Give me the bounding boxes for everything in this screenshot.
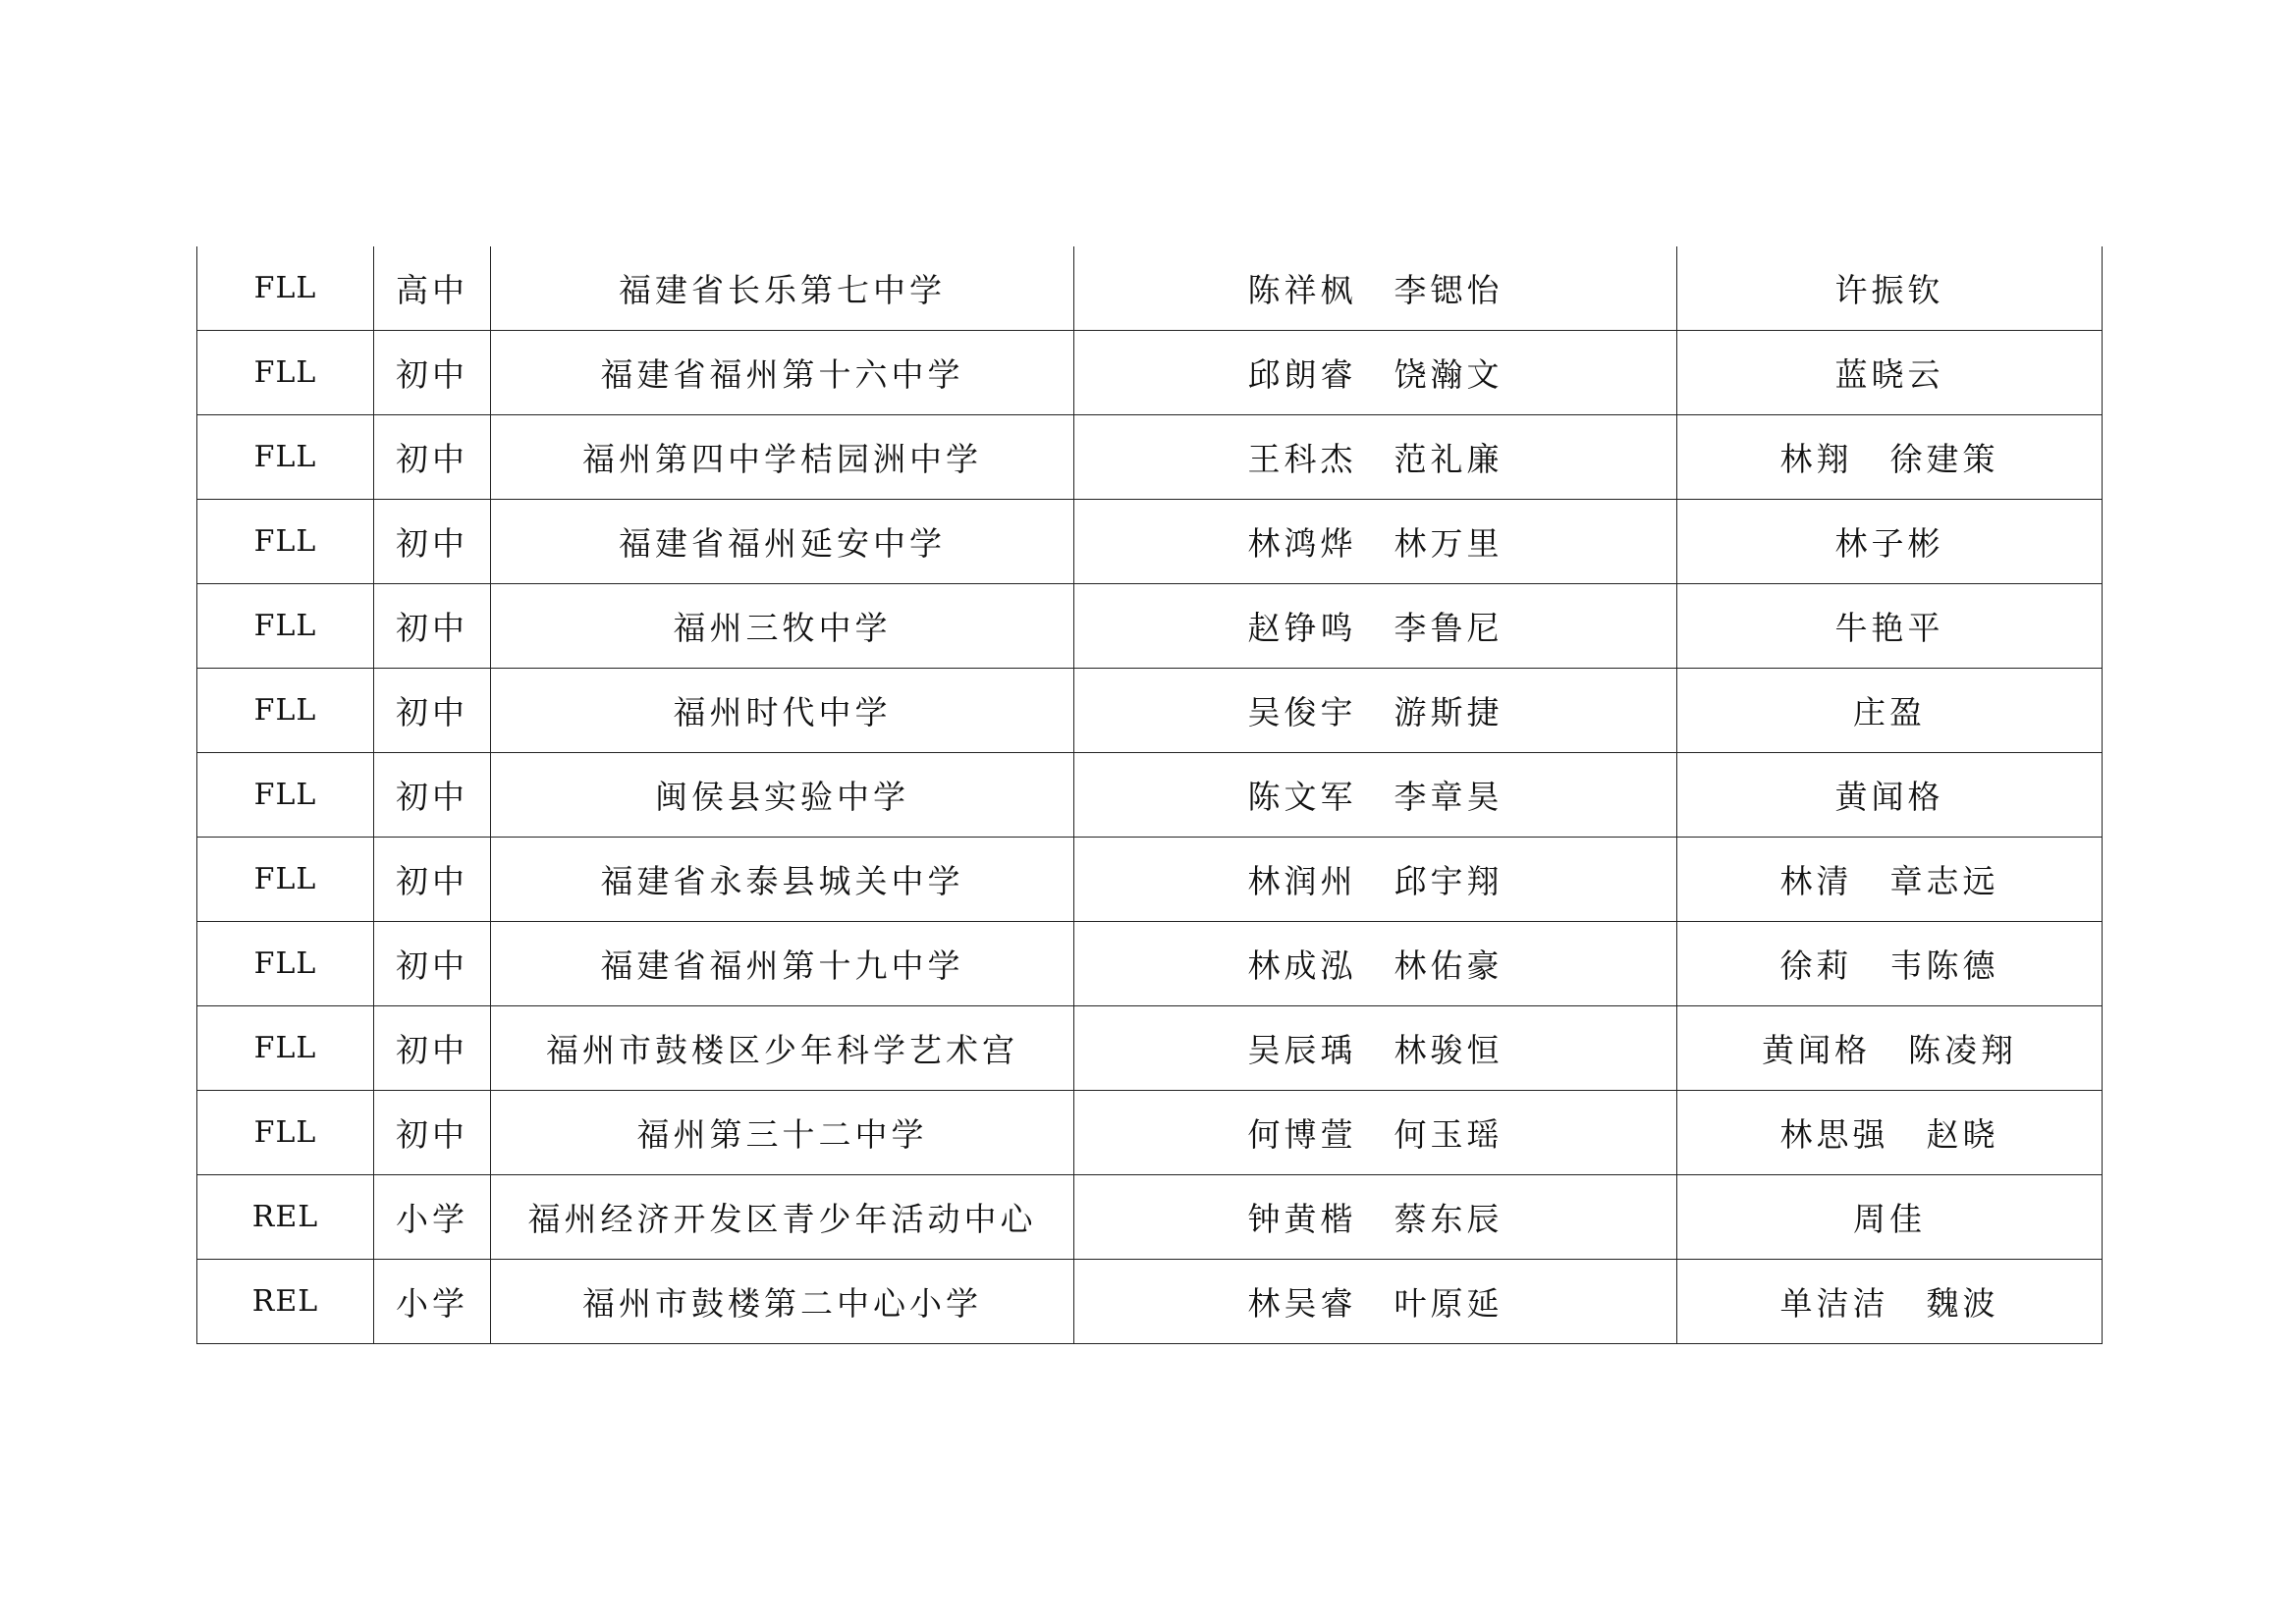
level-cell: 初中 xyxy=(374,584,491,669)
level-cell: 初中 xyxy=(374,753,491,838)
category-cell: FLL xyxy=(197,331,374,415)
table-row xyxy=(197,584,2103,669)
student-name: 林吴睿 xyxy=(1247,1284,1357,1323)
coaches-cell xyxy=(1677,669,2103,753)
students-cell xyxy=(1074,1175,1677,1260)
category-cell: FLL xyxy=(197,415,374,500)
school-cell: 福建省福州第十九中学 xyxy=(491,922,1074,1006)
coach-name: 陈凌翔 xyxy=(1908,1031,2017,1069)
level-cell: 初中 xyxy=(374,331,491,415)
school-cell: 福州时代中学 xyxy=(491,669,1074,753)
coaches-cell xyxy=(1677,584,2103,669)
table-row xyxy=(197,753,2103,838)
school-cell: 福建省福州延安中学 xyxy=(491,500,1074,584)
coaches-cell xyxy=(1677,753,2103,838)
level-cell: 高中 xyxy=(374,246,491,331)
student-name: 吴辰瑀 xyxy=(1247,1031,1357,1069)
coach-name: 黄闻格 xyxy=(1762,1031,1871,1069)
students-cell xyxy=(1074,753,1677,838)
student-name: 邱朗睿 xyxy=(1247,355,1357,394)
school-cell: 福州第四中学桔园洲中学 xyxy=(491,415,1074,500)
category-cell: FLL xyxy=(197,1091,374,1175)
coach-name: 单洁洁 xyxy=(1779,1284,1889,1323)
students-cell xyxy=(1074,1260,1677,1344)
student-name: 蔡东辰 xyxy=(1394,1200,1503,1238)
student-name: 游斯捷 xyxy=(1394,693,1503,731)
award-table xyxy=(196,246,2103,1344)
student-name: 钟黄楷 xyxy=(1247,1200,1357,1238)
level-cell: 小学 xyxy=(374,1175,491,1260)
student-name: 饶瀚文 xyxy=(1394,355,1503,394)
coaches-cell xyxy=(1677,1260,2103,1344)
students-cell xyxy=(1074,922,1677,1006)
student-name: 李章昊 xyxy=(1394,778,1503,816)
student-name: 李锶怡 xyxy=(1394,271,1503,309)
level-cell: 初中 xyxy=(374,415,491,500)
category-cell: FLL xyxy=(197,753,374,838)
coaches-cell xyxy=(1677,1091,2103,1175)
table-row xyxy=(197,1091,2103,1175)
coach-name: 章志远 xyxy=(1889,862,1999,900)
coach-name: 魏波 xyxy=(1926,1284,1999,1323)
level-cell: 初中 xyxy=(374,838,491,922)
school-cell: 福建省永泰县城关中学 xyxy=(491,838,1074,922)
coach-name: 许振钦 xyxy=(1834,271,1944,309)
coaches-cell xyxy=(1677,1006,2103,1091)
school-cell: 福州三牧中学 xyxy=(491,584,1074,669)
table-row xyxy=(197,1260,2103,1344)
category-cell: FLL xyxy=(197,838,374,922)
coaches-cell xyxy=(1677,838,2103,922)
coaches-cell xyxy=(1677,331,2103,415)
school-cell: 福州市鼓楼第二中心小学 xyxy=(491,1260,1074,1344)
table-row xyxy=(197,246,2103,331)
coaches-cell xyxy=(1677,922,2103,1006)
level-cell: 初中 xyxy=(374,669,491,753)
coach-name: 周佳 xyxy=(1853,1200,1926,1238)
school-cell: 福州第三十二中学 xyxy=(491,1091,1074,1175)
category-cell: REL xyxy=(197,1260,374,1344)
coach-name: 赵晓 xyxy=(1926,1115,1999,1154)
school-cell: 闽侯县实验中学 xyxy=(491,753,1074,838)
category-cell: FLL xyxy=(197,669,374,753)
student-name: 林万里 xyxy=(1394,524,1503,563)
students-cell xyxy=(1074,1006,1677,1091)
students-cell xyxy=(1074,584,1677,669)
category-cell: FLL xyxy=(197,922,374,1006)
coach-name: 徐莉 xyxy=(1779,947,1853,985)
students-cell xyxy=(1074,331,1677,415)
table-row xyxy=(197,331,2103,415)
coach-name: 徐建策 xyxy=(1889,440,1999,478)
coach-name: 林翔 xyxy=(1779,440,1853,478)
student-name: 李鲁尼 xyxy=(1394,609,1503,647)
coach-name: 蓝晓云 xyxy=(1834,355,1944,394)
school-cell: 福州市鼓楼区少年科学艺术宫 xyxy=(491,1006,1074,1091)
student-name: 林润州 xyxy=(1247,862,1357,900)
student-name: 范礼廉 xyxy=(1394,440,1503,478)
coaches-cell xyxy=(1677,246,2103,331)
students-cell xyxy=(1074,1091,1677,1175)
student-name: 林骏恒 xyxy=(1394,1031,1503,1069)
table-row xyxy=(197,669,2103,753)
student-name: 林鸿烨 xyxy=(1247,524,1357,563)
coaches-cell xyxy=(1677,1175,2103,1260)
level-cell: 初中 xyxy=(374,1006,491,1091)
student-name: 陈文军 xyxy=(1247,778,1357,816)
students-cell xyxy=(1074,415,1677,500)
student-name: 陈祥枫 xyxy=(1247,271,1357,309)
category-cell: FLL xyxy=(197,246,374,331)
table-row xyxy=(197,415,2103,500)
students-cell xyxy=(1074,500,1677,584)
coach-name: 黄闻格 xyxy=(1834,778,1944,816)
student-name: 叶原延 xyxy=(1394,1284,1503,1323)
coaches-cell xyxy=(1677,415,2103,500)
table-row xyxy=(197,1006,2103,1091)
coach-name: 林清 xyxy=(1779,862,1853,900)
table-row xyxy=(197,838,2103,922)
school-cell: 福州经济开发区青少年活动中心 xyxy=(491,1175,1074,1260)
school-cell: 福建省福州第十六中学 xyxy=(491,331,1074,415)
table-body xyxy=(197,246,2103,1344)
coach-name: 牛艳平 xyxy=(1834,609,1944,647)
category-cell: FLL xyxy=(197,584,374,669)
students-cell xyxy=(1074,838,1677,922)
student-name: 林成泓 xyxy=(1247,947,1357,985)
student-name: 王科杰 xyxy=(1247,440,1357,478)
coaches-cell xyxy=(1677,500,2103,584)
level-cell: 小学 xyxy=(374,1260,491,1344)
student-name: 何玉瑶 xyxy=(1394,1115,1503,1154)
coach-name: 林思强 xyxy=(1779,1115,1889,1154)
table-row xyxy=(197,1175,2103,1260)
student-name: 赵铮鸣 xyxy=(1247,609,1357,647)
student-name: 吴俊宇 xyxy=(1247,693,1357,731)
students-cell xyxy=(1074,246,1677,331)
table-row xyxy=(197,500,2103,584)
coach-name: 韦陈德 xyxy=(1889,947,1999,985)
coach-name: 庄盈 xyxy=(1853,693,1926,731)
category-cell: FLL xyxy=(197,1006,374,1091)
students-cell xyxy=(1074,669,1677,753)
student-name: 林佑豪 xyxy=(1394,947,1503,985)
category-cell: FLL xyxy=(197,500,374,584)
coach-name: 林子彬 xyxy=(1834,524,1944,563)
level-cell: 初中 xyxy=(374,922,491,1006)
category-cell: REL xyxy=(197,1175,374,1260)
student-name: 何博萱 xyxy=(1247,1115,1357,1154)
level-cell: 初中 xyxy=(374,1091,491,1175)
school-cell: 福建省长乐第七中学 xyxy=(491,246,1074,331)
level-cell: 初中 xyxy=(374,500,491,584)
student-name: 邱宇翔 xyxy=(1394,862,1503,900)
table-row xyxy=(197,922,2103,1006)
